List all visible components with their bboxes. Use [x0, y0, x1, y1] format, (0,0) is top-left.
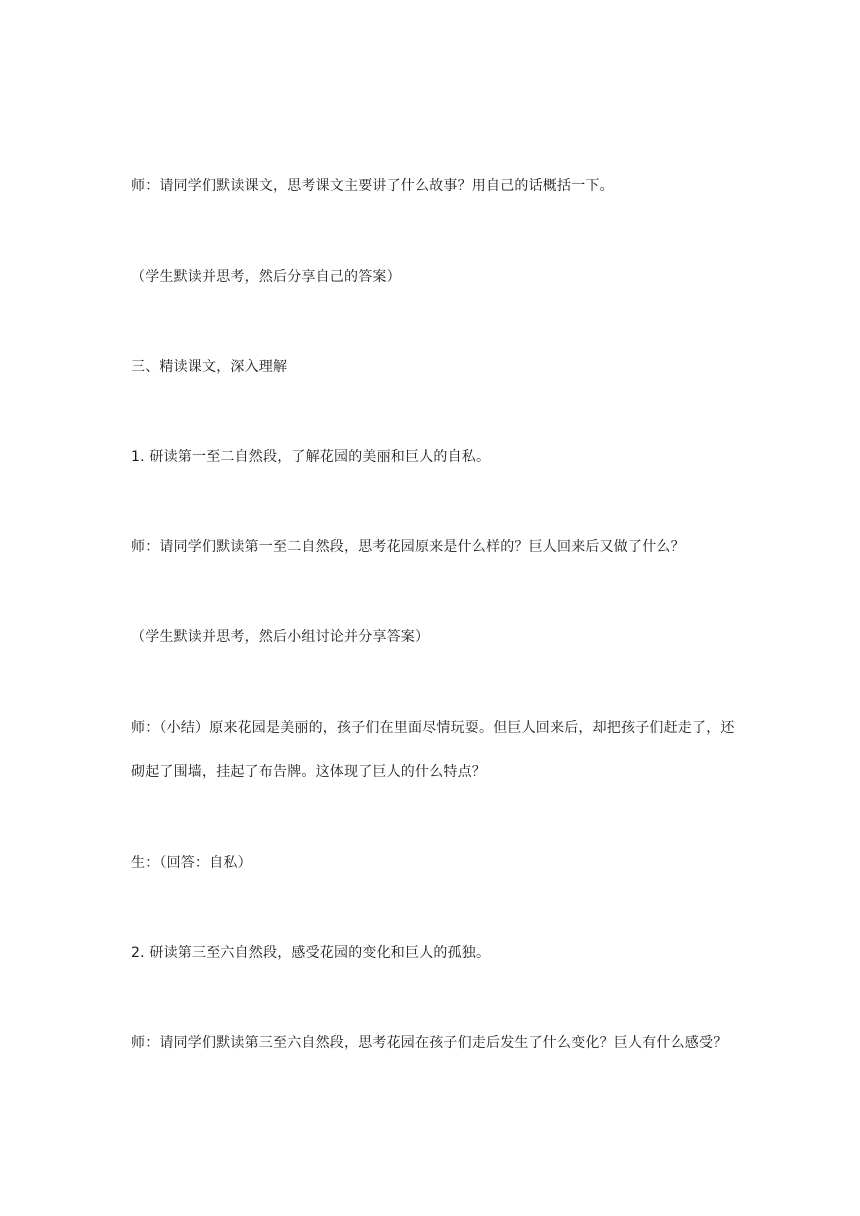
paragraph-student-activity-2: （学生默读并思考，然后小组讨论并分享答案）: [131, 629, 430, 645]
subsection-heading-1: 1. 研读第一至二自然段，了解花园的美丽和巨人的自私。: [131, 449, 491, 465]
paragraph-teacher-question-1: 师：请同学们默读课文，思考课文主要讲了什么故事？用自己的话概括一下。: [131, 178, 614, 194]
paragraph-teacher-question-2: 师：请同学们默读第一至二自然段，思考花园原来是什么样的？巨人回来后又做了什么？: [131, 539, 685, 555]
paragraph-student-activity-1: （学生默读并思考，然后分享自己的答案）: [131, 269, 401, 285]
paragraph-student-answer: 生：（回答：自私）: [131, 855, 252, 871]
paragraph-teacher-summary: 师：（小结）原来花园是美丽的，孩子们在里面尽情玩耍。但巨人回来后，却把孩子们赶走了，还砌起了围墙，挂起了布告牌。这体现了巨人的什么特点？: [131, 720, 735, 780]
section-heading-3: 三、精读课文，深入理解: [131, 359, 288, 375]
paragraph-teacher-question-3: 师：请同学们默读第三至六自然段，思考花园在孩子们走后发生了什么变化？巨人有什么感受？: [131, 1035, 728, 1051]
subsection-heading-2: 2. 研读第三至六自然段，感受花园的变化和巨人的孤独。: [131, 945, 491, 961]
